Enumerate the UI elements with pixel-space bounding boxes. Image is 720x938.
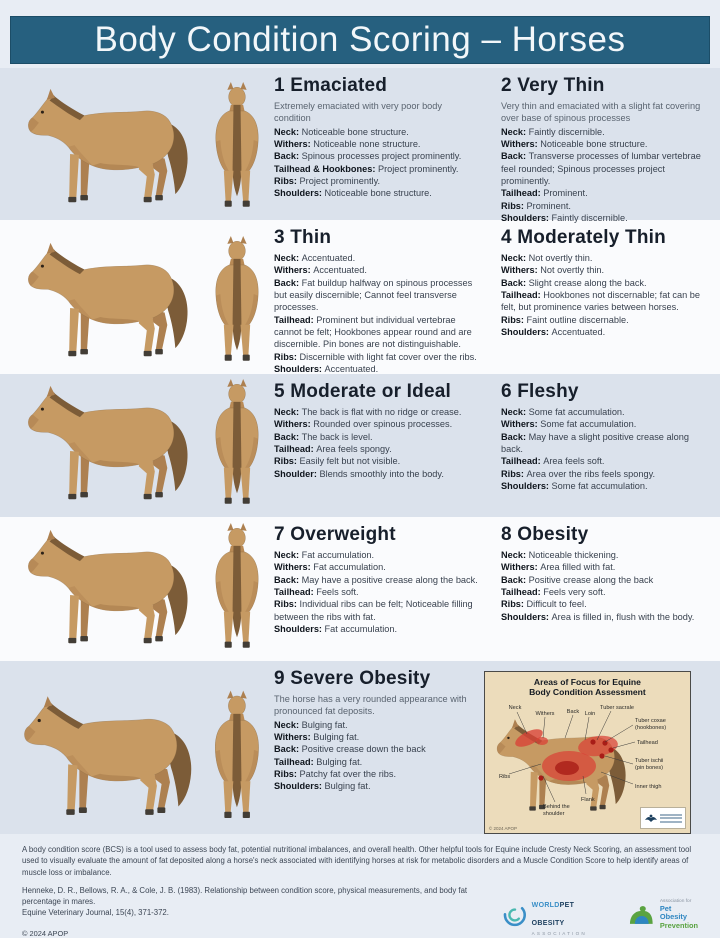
trait-value: Hookbones not discernable; fat can be felt, but prominence varies between horses.	[501, 289, 701, 313]
trait-value: Area over the ribs feels spongy.	[526, 468, 656, 479]
trait-line	[274, 175, 481, 187]
horse-illustrations	[0, 517, 266, 661]
trait-line	[274, 126, 481, 138]
trait-label: Tailhead:	[501, 456, 544, 467]
trait-label: Tailhead:	[501, 586, 544, 597]
trait-label: Tailhead:	[274, 586, 317, 597]
label-flank: Flank	[580, 797, 595, 803]
trait-label: Tailhead:	[274, 443, 317, 454]
trait-value: Some fat accumulation.	[540, 419, 637, 430]
trait-value: Accentuated.	[551, 326, 606, 337]
score-row-2	[0, 220, 720, 374]
apop-line-pet-obesity: Pet Obesity	[659, 903, 687, 922]
trait-line	[274, 431, 481, 443]
trait-value: Bulging fat.	[324, 781, 371, 792]
horse-side-view-icon	[14, 377, 210, 509]
label-back: Back	[566, 709, 580, 715]
citation-line-2: Equine Veterinary Journal, 15(4), 371-372.	[22, 907, 169, 917]
world-pet-obesity-association-logo	[502, 894, 608, 936]
trait-value: Positive crease along the back	[528, 574, 654, 585]
apop-eagle-logo	[640, 807, 686, 829]
trait-label: Shoulders:	[501, 326, 552, 337]
section-overweight	[266, 524, 493, 661]
section-title: 4 Moderately Thin	[501, 227, 666, 248]
trait-label: Withers:	[274, 265, 314, 276]
section-thin	[266, 227, 493, 374]
score-row-4	[0, 517, 720, 661]
horse-rear-view-icon	[210, 236, 264, 366]
trait-line	[274, 780, 472, 792]
label-behind-shoulder-sub: shoulder	[542, 811, 565, 817]
trait-label: Tailhead & Hookbones:	[274, 163, 378, 174]
score-rows	[0, 68, 720, 834]
score-row-3	[0, 374, 720, 517]
trait-line	[501, 480, 708, 492]
score-row-1	[0, 68, 720, 223]
trait-line	[501, 598, 708, 610]
section-title: 5 Moderate or Ideal	[274, 381, 451, 402]
trait-line	[501, 277, 708, 289]
trait-value: Transverse processes of lumbar vertebrae feel rounded; Spinous processes project prominently.	[501, 151, 701, 186]
trait-line	[274, 187, 481, 199]
trait-label: Shoulders:	[501, 480, 552, 491]
trait-label: Shoulders:	[501, 212, 552, 223]
trait-label: Neck:	[274, 253, 302, 263]
trait-line	[501, 138, 708, 150]
trait-value: Rounded over spinous processes.	[313, 419, 453, 430]
trait-line	[501, 418, 708, 430]
trait-line	[274, 598, 481, 623]
trait-value: Difficult to feel.	[526, 599, 587, 610]
section-obesity	[493, 524, 720, 661]
trait-value: Fat buildup halfway on spinous processes but easily discernible; Cannot feel transverse processes.	[274, 277, 473, 313]
trait-line	[274, 314, 481, 351]
section-title: 1 Emaciated	[274, 75, 388, 96]
trait-value: Project prominently.	[299, 175, 381, 186]
trait-label: Withers:	[501, 419, 541, 430]
trait-value: Area is filled in, flush with the body.	[551, 611, 695, 622]
focus-pin-bone-spot	[599, 753, 604, 758]
trait-line	[274, 163, 481, 175]
horse-side-view-icon	[14, 80, 210, 212]
trait-label: Neck:	[501, 407, 529, 417]
trait-line	[274, 586, 481, 598]
trait-line	[274, 150, 481, 162]
trait-line	[501, 264, 708, 276]
trait-value: Accentuated.	[313, 265, 367, 276]
trait-label: Withers:	[501, 562, 541, 573]
trait-label: Shoulders:	[274, 781, 325, 792]
trait-line	[274, 277, 481, 314]
label-behind-shoulder: Behind the	[542, 804, 570, 810]
trait-line	[501, 314, 708, 326]
trait-label: Tailhead:	[274, 314, 317, 325]
trait-value: May have a positive crease along the back.	[301, 574, 478, 585]
page-header	[0, 0, 720, 68]
trait-label: Neck:	[501, 253, 529, 263]
section-intro: The horse has a very rounded appearance with pronounced fat deposits.	[274, 694, 467, 717]
trait-value: Area feels spongy.	[316, 443, 392, 454]
trait-label: Withers:	[274, 731, 314, 742]
trait-value: Some fat accumulation.	[551, 480, 648, 491]
trait-label: Neck:	[274, 719, 302, 730]
section-severe-obesity	[266, 668, 484, 834]
trait-value: Not overtly thin.	[540, 265, 605, 276]
trait-line	[274, 731, 472, 743]
trait-value: Noticeable bone structure.	[540, 138, 648, 149]
trait-label: Ribs:	[501, 599, 527, 610]
trait-label: Back:	[274, 431, 302, 442]
trait-line	[501, 150, 708, 187]
trait-line	[274, 768, 472, 780]
trait-label: Neck:	[274, 550, 302, 560]
trait-label: Back:	[501, 431, 529, 442]
focus-ribs-core	[555, 761, 579, 775]
horse-side-view-icon	[14, 686, 210, 826]
title-bar	[10, 16, 710, 64]
inset-title-line1: Areas of Focus for Equine	[533, 677, 641, 687]
trait-label: Withers:	[501, 138, 541, 149]
horse-illustrations	[0, 220, 266, 374]
trait-line	[274, 443, 481, 455]
label-tuber-sacrale: Tuber sacrale	[599, 705, 634, 711]
trait-label: Shoulders:	[274, 188, 325, 199]
wpoa-word-pet-obesity: PET OBESITY	[531, 901, 575, 927]
trait-line	[274, 138, 481, 150]
trait-line	[501, 326, 708, 338]
trait-label: Shoulders:	[501, 611, 552, 622]
horse-side-view-icon	[14, 521, 210, 653]
label-ribs: Ribs	[498, 774, 511, 780]
trait-value: Fat accumulation.	[313, 562, 386, 573]
citation-line-1: Henneke, D. R., Bellows, R. A., & Cole, J. B. (1983). Relationship between condition score, physical measurements, and body fat percentage in mares.	[22, 885, 468, 906]
logo-text-bars	[660, 814, 682, 823]
trait-line	[274, 561, 481, 573]
trait-label: Neck:	[501, 126, 529, 137]
trait-value: Faint outline discernable.	[526, 314, 629, 325]
trait-label: Ribs:	[501, 314, 527, 325]
focus-loin-spot	[590, 739, 595, 744]
horse-rear-view-icon	[210, 523, 264, 653]
trait-line	[274, 351, 481, 363]
trait-label: Ribs:	[501, 200, 527, 211]
citation-block	[22, 886, 502, 938]
section-fleshy	[493, 381, 720, 517]
trait-line	[274, 719, 472, 731]
section-moderate-ideal	[266, 381, 493, 517]
trait-label: Back:	[274, 151, 302, 162]
apop-wordmark	[660, 899, 700, 930]
trait-line	[501, 252, 708, 264]
trait-label: Neck:	[274, 407, 302, 417]
section-title: 7 Overweight	[274, 524, 396, 545]
trait-label: Back:	[501, 574, 529, 585]
trait-line	[274, 252, 481, 264]
section-title: 2 Very Thin	[501, 75, 605, 96]
section-intro: Very thin and emaciated with a slight fat covering over base of spinous processes	[501, 101, 701, 124]
trait-line	[274, 406, 481, 418]
page-title: Body Condition Scoring – Horses	[94, 20, 626, 59]
trait-value: Spinous processes project prominently.	[301, 151, 462, 162]
trait-value: Bulging fat.	[313, 731, 360, 742]
score-row-5	[0, 661, 720, 834]
trait-label: Ribs:	[274, 599, 300, 610]
trait-value: Positive crease down the back	[301, 744, 426, 755]
trait-label: Neck:	[501, 550, 529, 560]
focus-tailhead-spot	[608, 747, 613, 752]
trait-line	[501, 187, 708, 199]
trait-label: Tailhead:	[274, 756, 317, 767]
horse-illustrations	[0, 374, 266, 517]
inset-title	[485, 672, 690, 698]
trait-line	[501, 431, 708, 456]
trait-value: Patchy fat over the ribs.	[299, 768, 397, 779]
inset-title-line2: Body Condition Assessment	[529, 687, 646, 698]
trait-value: Area feels soft.	[543, 456, 605, 467]
label-tuber-coxae-sub: (hookbones)	[634, 725, 667, 731]
trait-value: Individual ribs can be felt; Noticeable filling between the ribs with fat.	[274, 599, 473, 622]
label-tailhead: Tailhead	[636, 740, 658, 746]
trait-value: Noticeable bone structure.	[301, 126, 409, 137]
section-title: 9 Severe Obesity	[274, 668, 431, 689]
trait-label: Withers:	[274, 562, 314, 573]
trait-line	[274, 418, 481, 430]
trait-label: Withers:	[274, 419, 314, 430]
wpoa-word-association: ASSOCIATION	[531, 930, 587, 936]
trait-value: Accentuated.	[301, 253, 356, 263]
horse-side-view-icon	[14, 234, 210, 366]
trait-value: Noticeable bone structure.	[324, 188, 432, 199]
trait-line	[274, 468, 481, 480]
trait-label: Neck:	[274, 126, 302, 137]
trait-value: Feels very soft.	[543, 586, 606, 597]
trait-label: Withers:	[274, 138, 314, 149]
trait-line	[501, 126, 708, 138]
focus-withers-region	[536, 737, 548, 745]
trait-value: Noticeable none structure.	[313, 138, 421, 149]
trait-value: Faintly discernible.	[551, 212, 628, 223]
wpoa-wordmark	[532, 894, 609, 936]
apop-line-association-for: Association for	[659, 899, 692, 905]
section-intro: Extremely emaciated with very poor body condition	[274, 101, 442, 124]
trait-value: Slight crease along the back.	[528, 277, 647, 288]
trait-line	[274, 623, 481, 635]
trait-value: Accentuated.	[324, 363, 379, 374]
label-neck: Neck	[508, 705, 522, 711]
section-very-thin	[493, 75, 720, 223]
trait-label: Ribs:	[274, 351, 300, 362]
section-title: 6 Fleshy	[501, 381, 579, 402]
trait-line	[501, 289, 708, 314]
trait-value: Faintly discernible.	[528, 126, 605, 137]
trait-label: Ribs:	[274, 768, 300, 779]
trait-line	[274, 574, 481, 586]
trait-line	[501, 200, 708, 212]
trait-label: Back:	[274, 277, 302, 288]
label-loin: Loin	[584, 711, 596, 717]
label-tuber-coxae: Tuber coxae	[634, 718, 666, 724]
trait-value: Prominent.	[543, 188, 588, 199]
pet-obesity-prevention-logo	[626, 899, 700, 930]
trait-label: Ribs:	[274, 175, 300, 186]
trait-line	[501, 455, 708, 467]
trait-value: Prominent but individual vertebrae cannot be felt; Hookbones appear round and are discernible. Pin bones are not distinguishable.	[274, 314, 472, 350]
trait-line	[274, 455, 481, 467]
trait-line	[501, 406, 708, 418]
horse-illustrations	[0, 68, 266, 220]
trait-value: Easily felt but not visible.	[299, 456, 401, 467]
horse-rear-view-icon	[210, 379, 264, 509]
trait-label: Ribs:	[274, 456, 300, 467]
trait-line	[501, 611, 708, 623]
wpoa-word-world: WORLD	[531, 901, 560, 909]
trait-label: Tailhead:	[501, 188, 544, 199]
trait-label: Back:	[274, 574, 302, 585]
trait-line	[274, 756, 472, 768]
section-emaciated	[266, 75, 493, 220]
trait-value: Bulging fat.	[316, 756, 363, 767]
trait-value: Area filled with fat.	[540, 562, 616, 573]
label-tuber-ischii: Tuber ischii	[634, 758, 664, 764]
trait-line	[274, 264, 481, 276]
section-moderately-thin	[493, 227, 720, 374]
trait-label: Shoulder:	[274, 468, 320, 479]
trait-value: The back is flat with no ridge or crease.	[301, 407, 462, 417]
section-title: 3 Thin	[274, 227, 332, 248]
copyright-text: © 2024 APOP	[22, 928, 69, 938]
trait-value: May have a slight positive crease along back.	[501, 431, 689, 454]
trait-value: Discernible with light fat cover over the ribs.	[299, 351, 477, 362]
trait-value: Blends smoothly into the body.	[319, 468, 444, 479]
trait-label: Withers:	[501, 265, 541, 276]
trait-value: Fat accumulation.	[301, 550, 375, 560]
page-footer	[0, 834, 720, 938]
focus-areas-diagram	[485, 696, 690, 818]
trait-line	[274, 549, 481, 561]
trait-label: Back:	[501, 277, 529, 288]
trait-value: Feels soft.	[316, 586, 359, 597]
trait-label: Back:	[274, 744, 302, 755]
trait-value: The back is level.	[301, 431, 373, 442]
label-tuber-ischii-sub: (pin bones)	[634, 765, 663, 771]
trait-value: Project prominently.	[377, 163, 459, 174]
horse-illustrations	[0, 661, 266, 834]
trait-line	[501, 574, 708, 586]
inset-copyright: © 2024 APOP	[488, 826, 517, 831]
trait-label: Back:	[501, 151, 529, 162]
apop-pets-icon	[626, 904, 656, 926]
trait-value: Some fat accumulation.	[528, 407, 625, 417]
label-withers: Withers	[535, 711, 555, 717]
trait-line	[501, 468, 708, 480]
trait-line	[501, 549, 708, 561]
areas-of-focus-figure	[484, 671, 691, 834]
trait-line	[274, 743, 472, 755]
trait-value: Not overtly thin.	[528, 253, 593, 263]
trait-line	[501, 561, 708, 573]
trait-label: Ribs:	[501, 468, 527, 479]
section-title: 8 Obesity	[501, 524, 589, 545]
trait-value: Prominent.	[526, 200, 571, 211]
horse-rear-view-icon	[210, 688, 264, 826]
trait-value: Fat accumulation.	[324, 623, 398, 634]
trait-value: Noticeable thickening.	[528, 550, 619, 560]
trait-label: Shoulders:	[274, 363, 325, 374]
horse-rear-view-icon	[210, 82, 264, 212]
footer-description: A body condition score (BCS) is a tool used to assess body fat, potential nutritional imbalances, and overall health. Other helpful tools for Equine include Cresty Neck Scoring, an assessment tool used to visually evaluate the amount of fat deposited along a horse's neck associated with identifying horses at risk for metabolic disorders and a Muscle Condition Score to help identify areas of muscle loss or imbalance.	[22, 845, 692, 877]
trait-value: Bulging fat.	[301, 719, 348, 730]
wpoa-swirl-icon	[502, 902, 528, 928]
trait-label: Shoulders:	[274, 623, 325, 634]
label-inner-thigh: Inner thigh	[634, 784, 662, 790]
trait-line	[501, 586, 708, 598]
eagle-icon	[644, 811, 658, 825]
apop-line-prevention: Prevention	[659, 920, 699, 930]
trait-label: Tailhead:	[501, 289, 544, 300]
